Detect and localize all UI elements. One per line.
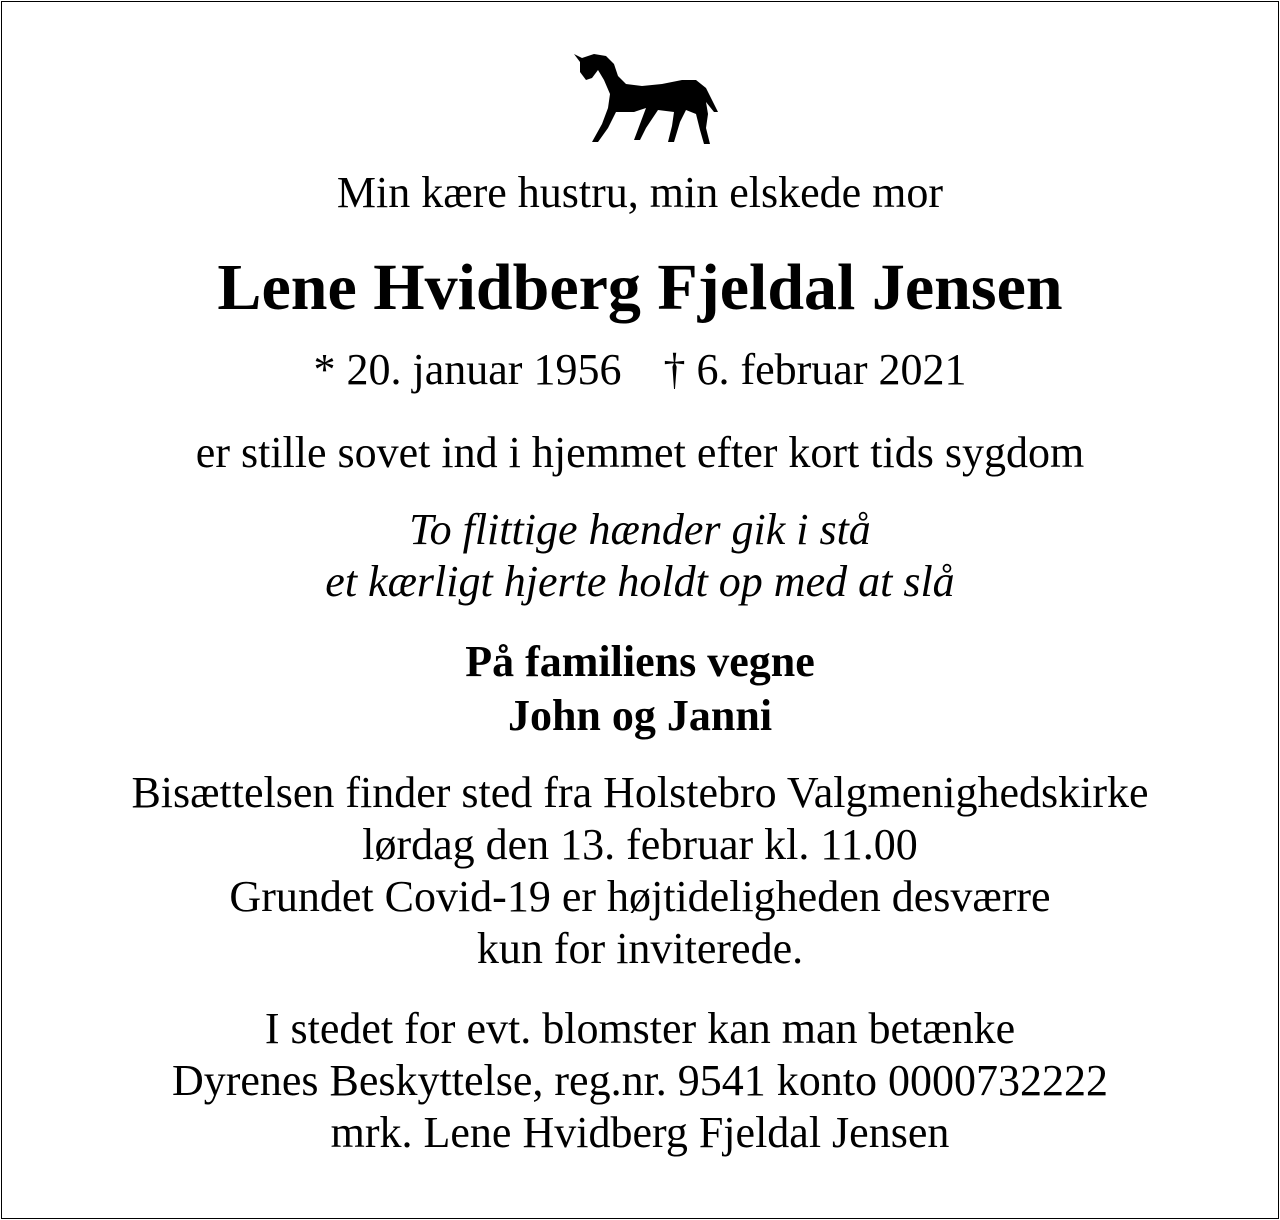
- family-line: John og Janni: [507, 691, 773, 740]
- donation-line: Dyrenes Beskyttelse, reg.nr. 9541 konto 0000732222: [171, 1056, 1109, 1105]
- deceased-name: Lene Hvidberg Fjeldal Jensen: [217, 251, 1063, 324]
- funeral-line: Grundet Covid-19 er højtideligheden desværre: [229, 872, 1051, 921]
- death-date: † 6. februar 2021: [663, 345, 967, 394]
- donation-details: [2, 1003, 1278, 1159]
- verse-line: To flittige hænder gik i stå: [409, 505, 871, 554]
- family-line: På familiens vegne: [465, 637, 815, 686]
- passing-text: er stille sovet ind i hjemmet efter kort tids sygdom: [195, 428, 1085, 477]
- obituary-notice: [1, 1, 1279, 1219]
- verse-line: et kærligt hjerte holdt op med at slå: [325, 557, 955, 606]
- funeral-line: kun for inviterede.: [476, 924, 804, 973]
- horse-icon: [568, 50, 720, 146]
- donation-line: mrk. Lene Hvidberg Fjeldal Jensen: [330, 1108, 950, 1157]
- funeral-line: Bisættelsen finder sted fra Holstebro Valgmenighedskirke: [131, 768, 1149, 817]
- family-signature: [2, 635, 1278, 743]
- funeral-line: lørdag den 13. februar kl. 11.00: [362, 820, 918, 869]
- intro-text: Min kære hustru, min elskede mor: [336, 168, 944, 217]
- donation-line: I stedet for evt. blomster kan man betænke: [264, 1004, 1016, 1053]
- life-dates: [2, 344, 1278, 395]
- funeral-details: [2, 767, 1278, 975]
- memorial-verse: [2, 504, 1278, 608]
- birth-date: * 20. januar 1956: [313, 345, 622, 394]
